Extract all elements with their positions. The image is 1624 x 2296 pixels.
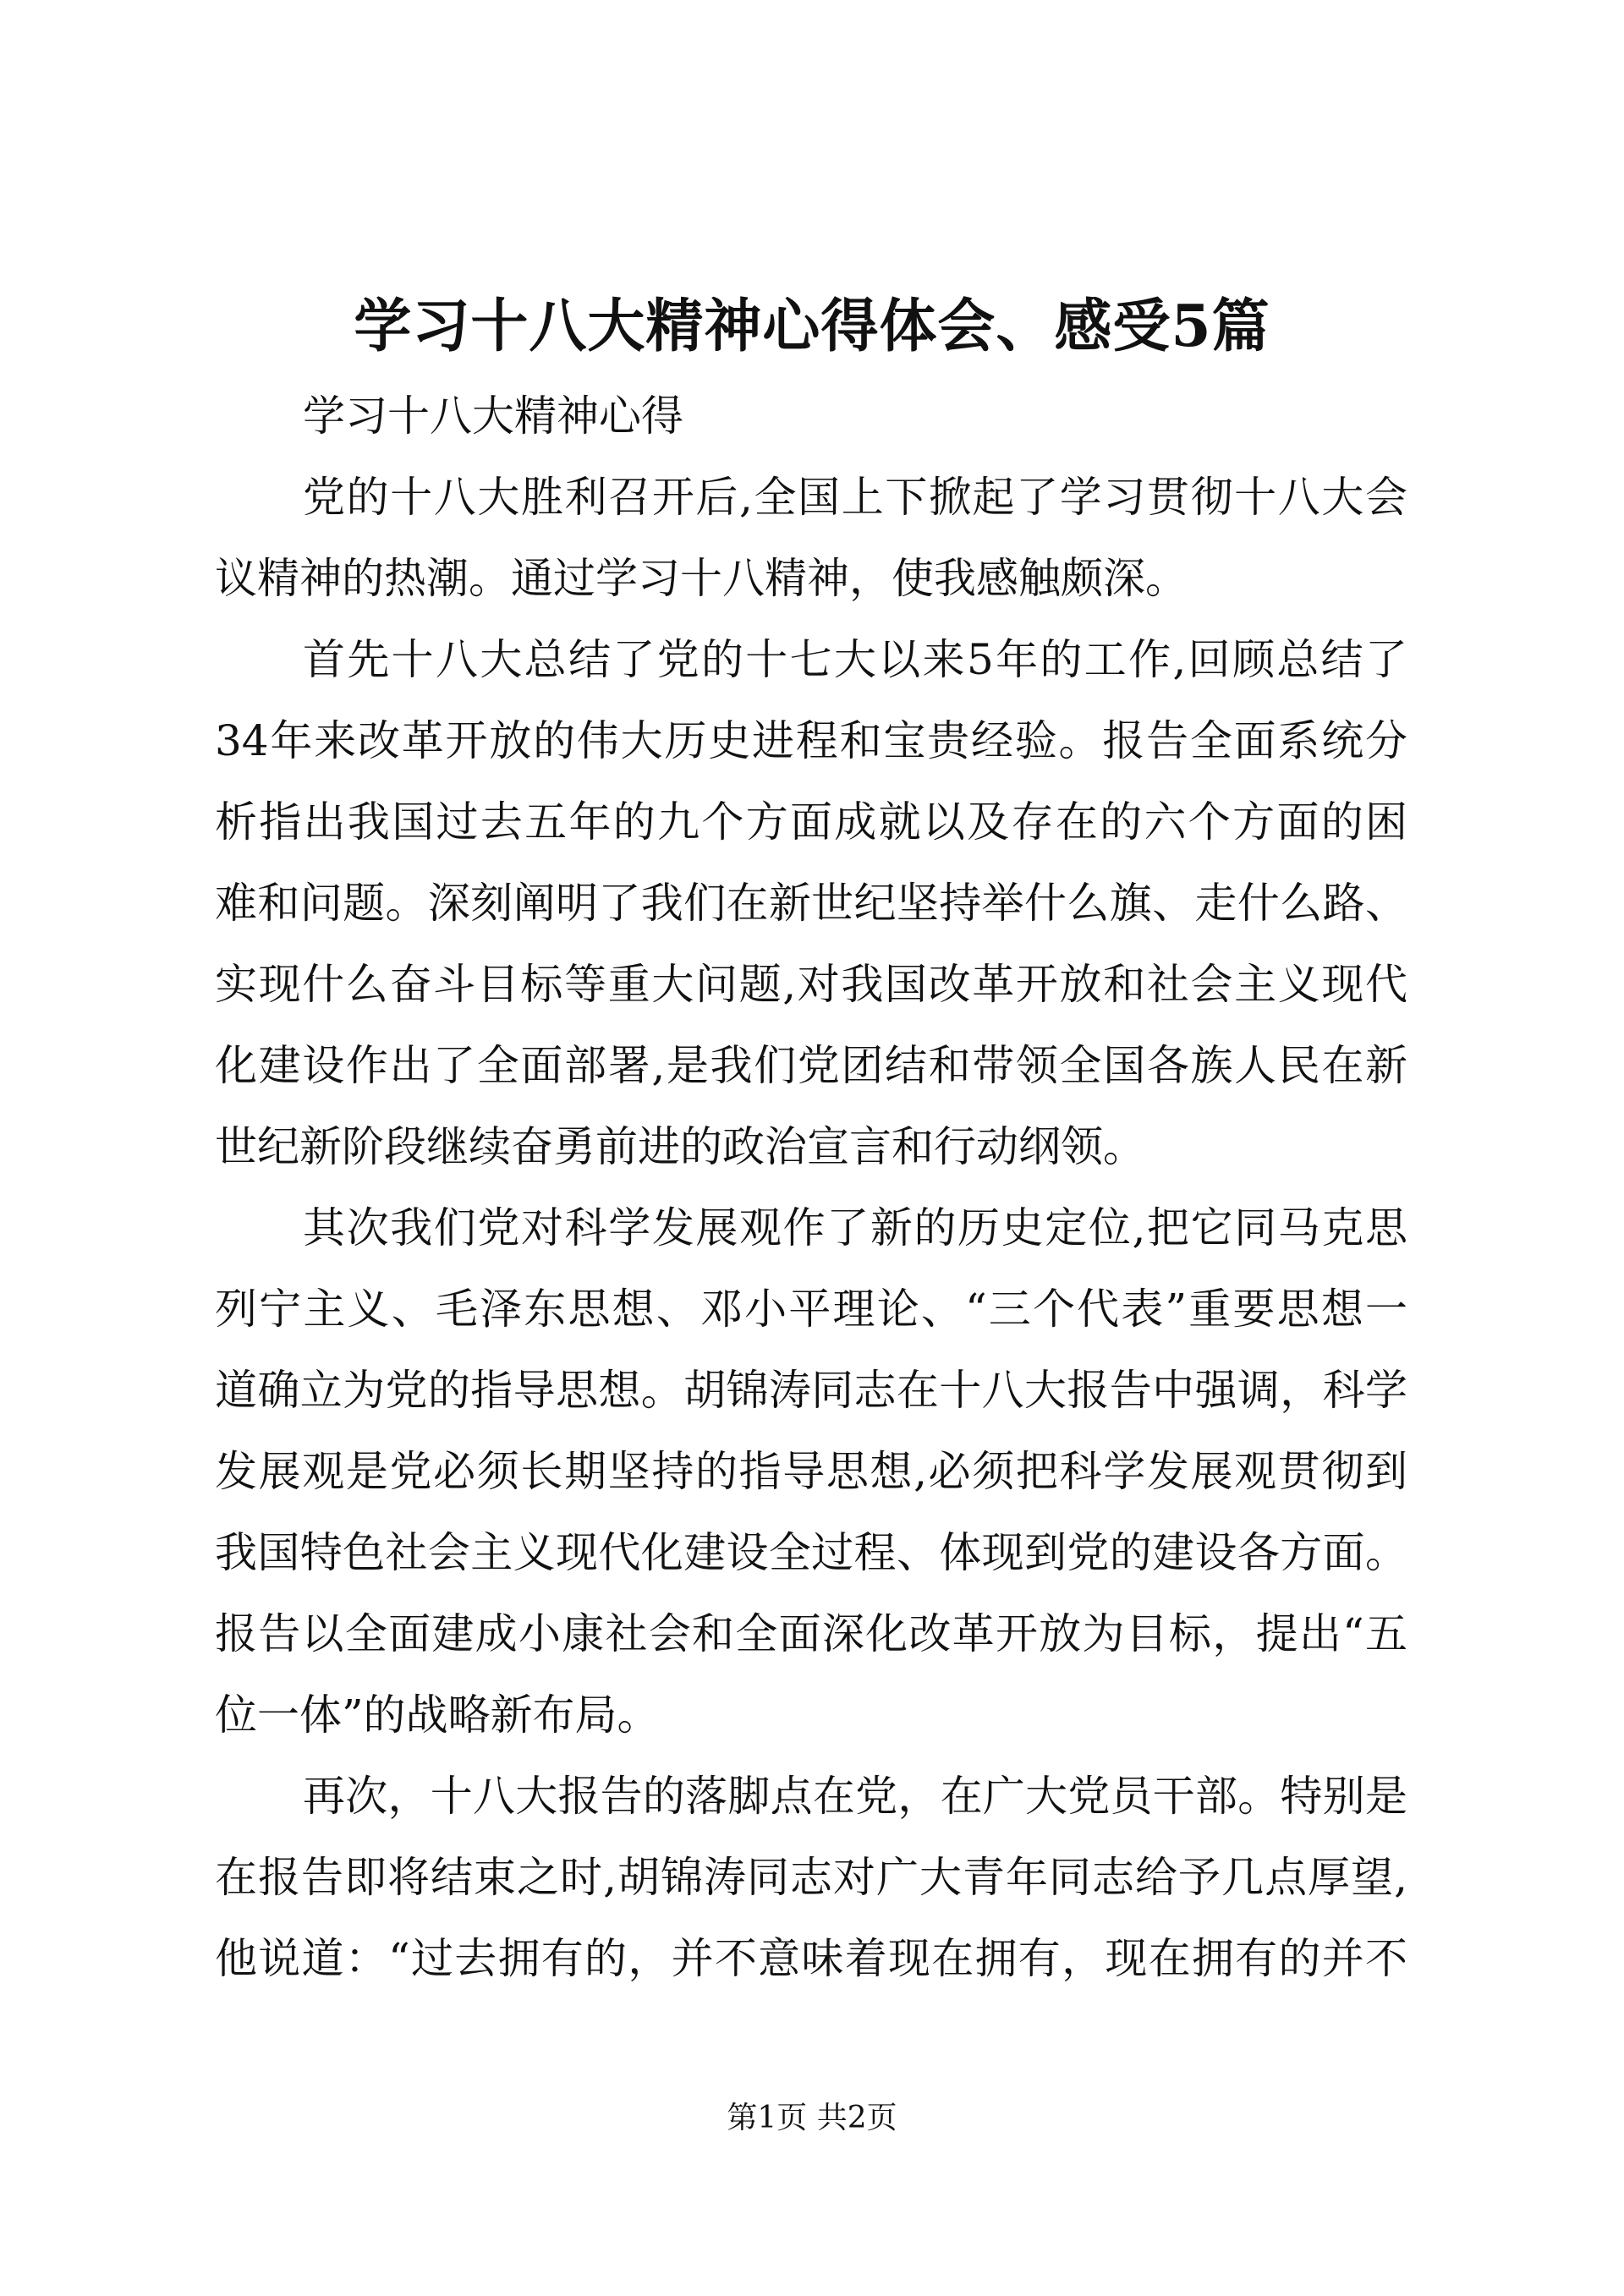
text-line: 他说道：“过去拥有的，并不意味着现在拥有，现在拥有的并不 bbox=[215, 1934, 1407, 1983]
paragraph bbox=[215, 1187, 1407, 1756]
text-line: 难和问题。深刻阐明了我们在新世纪坚持举什么旗、走什么路、 bbox=[215, 879, 1407, 928]
text-line: 首先十八大总结了党的十七大以来5年的工作,回顾总结了 bbox=[303, 635, 1407, 684]
text-line: 学习十八大精神心得 bbox=[303, 392, 683, 441]
text-line: 道确立为党的指导思想。胡锦涛同志在十八大报告中强调，科学 bbox=[215, 1366, 1407, 1415]
paragraph bbox=[215, 375, 1407, 457]
text-line: 发展观是党必须长期坚持的指导思想,必须把科学发展观贯彻到 bbox=[215, 1447, 1407, 1496]
text-line: 报告以全面建成小康社会和全面深化改革开放为目标，提出“五 bbox=[215, 1609, 1407, 1658]
text-line: 化建设作出了全面部署,是我们党团结和带领全国各族人民在新 bbox=[215, 1041, 1407, 1090]
paragraph bbox=[215, 1756, 1407, 1999]
text-line: 析指出我国过去五年的九个方面成就以及存在的六个方面的困 bbox=[215, 797, 1407, 847]
text-line: 议精神的热潮。通过学习十八精神，使我感触颇深。 bbox=[215, 554, 1188, 603]
text-line: 我国特色社会主义现代化建设全过程、体现到党的建设各方面。 bbox=[215, 1528, 1407, 1577]
text-line: 列宁主义、毛泽东思想、邓小平理论、“三个代表”重要思想一 bbox=[215, 1285, 1407, 1334]
text-line: 其次我们党对科学发展观作了新的历史定位,把它同马克思 bbox=[303, 1203, 1407, 1252]
text-line: 世纪新阶段继续奋勇前进的政治宣言和行动纲领。 bbox=[215, 1122, 1145, 1171]
text-line: 34年来改革开放的伟大历史进程和宝贵经验。报告全面系统分 bbox=[215, 716, 1407, 765]
text-line: 实现什么奋斗目标等重大问题,对我国改革开放和社会主义现代 bbox=[215, 960, 1407, 1009]
text-line: 再次，十八大报告的落脚点在党，在广大党员干部。特别是 bbox=[303, 1772, 1407, 1821]
text-line: 在报告即将结束之时,胡锦涛同志对广大青年同志给予几点厚望, bbox=[215, 1853, 1407, 1902]
paragraph bbox=[215, 457, 1407, 619]
document-title: 学习十八大精神心得体会、感受5篇 bbox=[354, 293, 1270, 360]
page-footer: 第1页 共2页 bbox=[727, 2101, 897, 2135]
paragraph bbox=[215, 619, 1407, 1187]
text-line: 党的十八大胜利召开后,全国上下掀起了学习贯彻十八大会 bbox=[303, 473, 1407, 522]
document-body bbox=[215, 375, 1407, 1999]
text-line: 位一体”的战略新布局。 bbox=[215, 1690, 660, 1740]
